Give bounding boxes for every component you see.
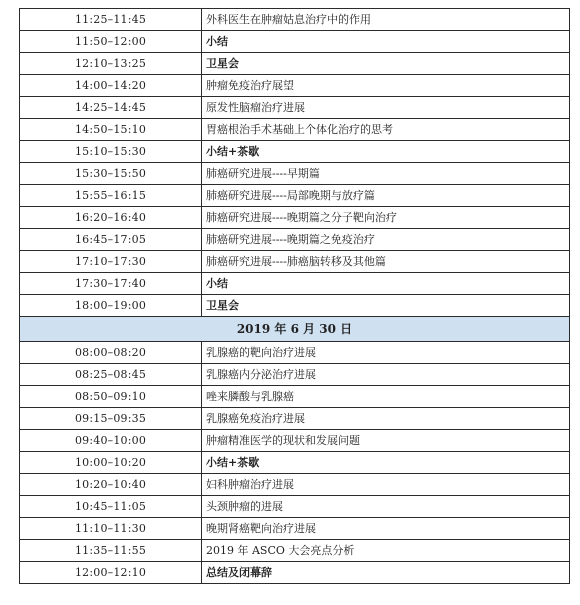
time-slot: 16:45–17:05 <box>20 229 202 251</box>
table-row <box>20 97 570 119</box>
table-row <box>20 364 570 386</box>
time-slot: 11:50–12:00 <box>20 31 202 53</box>
table-row <box>20 540 570 562</box>
time-slot: 17:10–17:30 <box>20 251 202 273</box>
schedule-table <box>19 8 570 584</box>
session-topic: 肺癌研究进展----早期篇 <box>202 163 570 185</box>
session-topic: 肿瘤精准医学的现状和发展问题 <box>202 430 570 452</box>
time-slot: 09:40–10:00 <box>20 430 202 452</box>
table-row <box>20 518 570 540</box>
table-row <box>20 163 570 185</box>
time-slot: 08:50–09:10 <box>20 386 202 408</box>
session-topic: 肺癌研究进展----肺癌脑转移及其他篇 <box>202 251 570 273</box>
table-row <box>20 452 570 474</box>
session-topic: 总结及闭幕辞 <box>202 562 570 584</box>
session-topic: 小结+茶歇 <box>202 141 570 163</box>
table-row <box>20 185 570 207</box>
time-slot: 14:25–14:45 <box>20 97 202 119</box>
time-slot: 08:00–08:20 <box>20 342 202 364</box>
session-topic: 唑来膦酸与乳腺癌 <box>202 386 570 408</box>
table-row <box>20 430 570 452</box>
time-slot: 18:00–19:00 <box>20 295 202 317</box>
time-slot: 10:20–10:40 <box>20 474 202 496</box>
session-topic: 乳腺癌的靶向治疗进展 <box>202 342 570 364</box>
time-slot: 10:00–10:20 <box>20 452 202 474</box>
table-row <box>20 408 570 430</box>
table-row <box>20 75 570 97</box>
session-topic: 晚期肾癌靶向治疗进展 <box>202 518 570 540</box>
time-slot: 11:10–11:30 <box>20 518 202 540</box>
time-slot: 08:25–08:45 <box>20 364 202 386</box>
table-row <box>20 386 570 408</box>
time-slot: 15:55–16:15 <box>20 185 202 207</box>
table-row <box>20 273 570 295</box>
table-row <box>20 295 570 317</box>
session-topic: 妇科肿瘤治疗进展 <box>202 474 570 496</box>
table-row <box>20 474 570 496</box>
session-topic: 头颈肿瘤的进展 <box>202 496 570 518</box>
session-topic: 肺癌研究进展----晚期篇之免疫治疗 <box>202 229 570 251</box>
session-topic: 肺癌研究进展----晚期篇之分子靶向治疗 <box>202 207 570 229</box>
table-row <box>20 31 570 53</box>
table-row <box>20 562 570 584</box>
table-row <box>20 53 570 75</box>
session-topic: 原发性脑瘤治疗进展 <box>202 97 570 119</box>
table-row <box>20 207 570 229</box>
time-slot: 12:10–13:25 <box>20 53 202 75</box>
session-topic: 外科医生在肿瘤姑息治疗中的作用 <box>202 9 570 31</box>
time-slot: 11:35–11:55 <box>20 540 202 562</box>
session-topic: 小结+茶歇 <box>202 452 570 474</box>
date-heading: 2019 年 6 月 30 日 <box>20 317 570 342</box>
table-row <box>20 119 570 141</box>
table-row <box>20 141 570 163</box>
time-slot: 15:30–15:50 <box>20 163 202 185</box>
table-row <box>20 496 570 518</box>
time-slot: 10:45–11:05 <box>20 496 202 518</box>
session-topic: 乳腺癌内分泌治疗进展 <box>202 364 570 386</box>
table-row <box>20 342 570 364</box>
time-slot: 17:30–17:40 <box>20 273 202 295</box>
time-slot: 12:00–12:10 <box>20 562 202 584</box>
schedule-body <box>20 9 570 584</box>
table-row <box>20 9 570 31</box>
session-topic: 小结 <box>202 31 570 53</box>
time-slot: 14:00–14:20 <box>20 75 202 97</box>
session-topic: 小结 <box>202 273 570 295</box>
time-slot: 14:50–15:10 <box>20 119 202 141</box>
session-topic: 2019 年 ASCO 大会亮点分析 <box>202 540 570 562</box>
session-topic: 卫星会 <box>202 295 570 317</box>
time-slot: 09:15–09:35 <box>20 408 202 430</box>
session-topic: 肿瘤免疫治疗展望 <box>202 75 570 97</box>
time-slot: 11:25–11:45 <box>20 9 202 31</box>
table-row <box>20 229 570 251</box>
time-slot: 15:10–15:30 <box>20 141 202 163</box>
session-topic: 乳腺癌免疫治疗进展 <box>202 408 570 430</box>
table-row <box>20 251 570 273</box>
session-topic: 胃癌根治手术基础上个体化治疗的思考 <box>202 119 570 141</box>
session-topic: 肺癌研究进展----局部晚期与放疗篇 <box>202 185 570 207</box>
time-slot: 16:20–16:40 <box>20 207 202 229</box>
session-topic: 卫星会 <box>202 53 570 75</box>
date-row <box>20 317 570 342</box>
